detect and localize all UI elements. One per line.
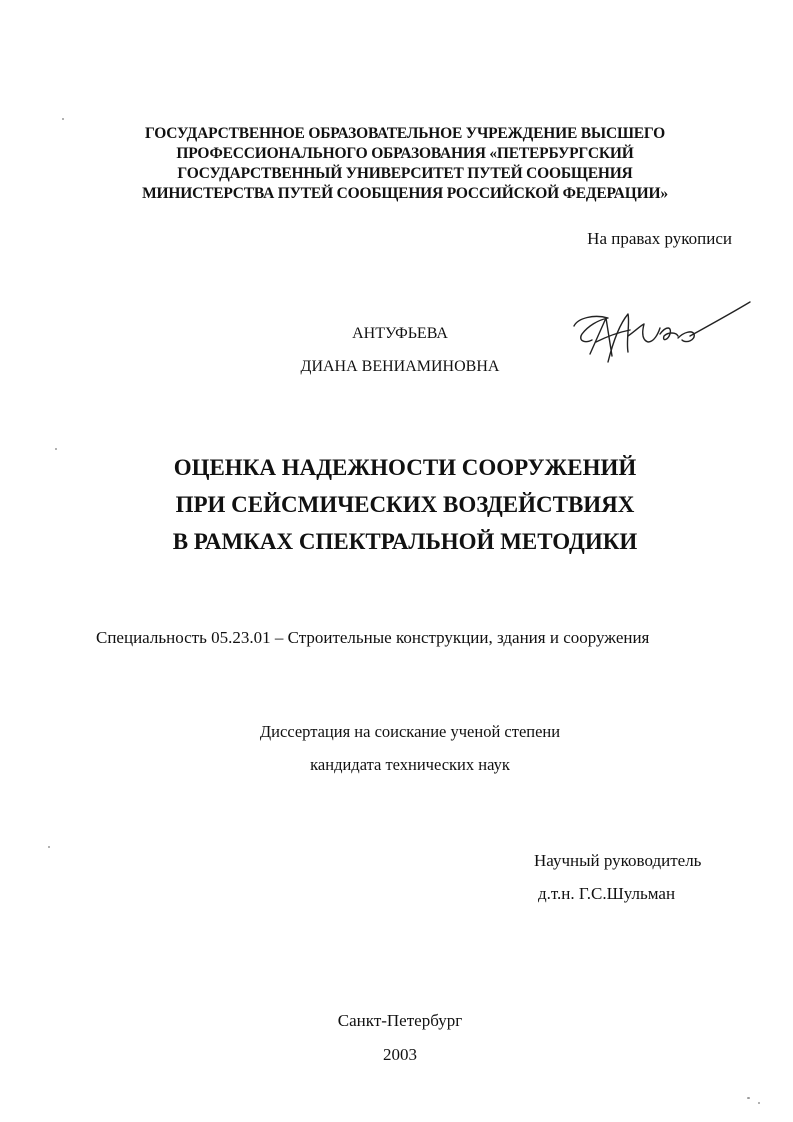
title-line: ОЦЕНКА НАДЕЖНОСТИ СООРУЖЕНИЙ: [173, 455, 637, 480]
publication-year: 2003: [383, 1045, 417, 1064]
degree-line-1: Диссертация на соискание ученой степени: [259, 722, 561, 741]
institution-line: ГОСУДАРСТВЕННОЕ ОБРАЗОВАТЕЛЬНОЕ УЧРЕЖДЕНИЕ ВЫСШЕГО: [144, 125, 666, 142]
author-last-name: АНТУФЬЕВА: [352, 325, 448, 342]
advisor-label: Научный руководитель: [534, 851, 702, 870]
institution-line: МИНИСТЕРСТВА ПУТЕЙ СООБЩЕНИЯ РОССИЙСКОЙ ФЕДЕРАЦИИ»: [142, 185, 668, 202]
title-line: ПРИ СЕЙСМИЧЕСКИХ ВОЗДЕЙСТВИЯХ: [175, 492, 635, 517]
specialty-line: Специальность 05.23.01 – Строительные конструкции, здания и сооружения: [96, 628, 650, 647]
signature-image: [568, 296, 758, 370]
scan-speck: [48, 846, 50, 848]
advisor-name: д.т.н. Г.С.Шульман: [538, 884, 676, 903]
dissertation-title: [100, 449, 710, 560]
degree-line-2: кандидата технических наук: [310, 755, 510, 774]
institution-header: [100, 124, 710, 204]
institution-line: ПРОФЕССИОНАЛЬНОГО ОБРАЗОВАНИЯ «ПЕТЕРБУРГСКИЙ: [176, 145, 634, 162]
author-first-names: ДИАНА ВЕНИАМИНОВНА: [300, 358, 500, 375]
institution-line: ГОСУДАРСТВЕННЫЙ УНИВЕРСИТЕТ ПУТЕЙ СООБЩЕНИЯ: [177, 165, 633, 182]
title-line: В РАМКАХ СПЕКТРАЛЬНОЙ МЕТОДИКИ: [172, 529, 638, 554]
scan-speck: [55, 448, 57, 450]
scan-speck: [62, 118, 64, 120]
scan-speck: [758, 1102, 760, 1104]
rights-note: На правах рукописи: [587, 229, 732, 248]
place-of-publication: Санкт-Петербург: [337, 1011, 463, 1030]
scan-speck: [747, 1097, 750, 1099]
